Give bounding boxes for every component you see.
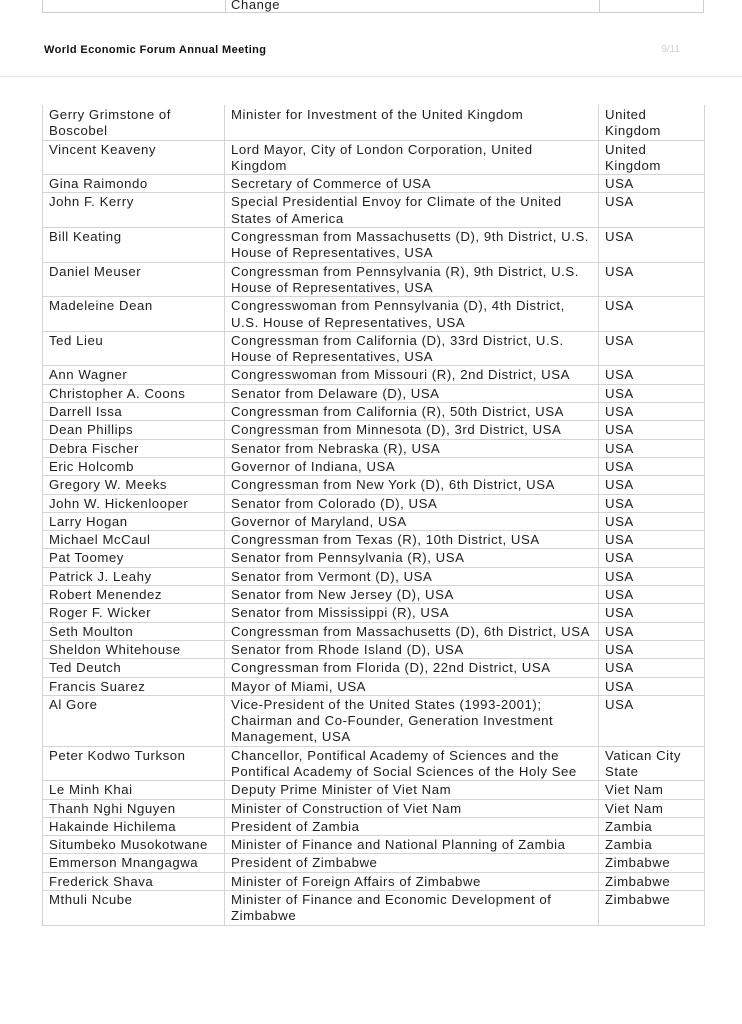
table-row	[43, 512, 705, 530]
participant-name-cell: Frederick Shava	[43, 872, 225, 890]
participant-name-cell: Gregory W. Meeks	[43, 476, 225, 494]
column-divider	[599, 0, 600, 12]
participant-title-cell: Secretary of Commerce of USA	[225, 175, 599, 193]
table-row	[43, 746, 705, 781]
participant-country-cell: USA	[599, 193, 705, 228]
participant-name-cell: Madeleine Dean	[43, 297, 225, 332]
participant-country-cell: USA	[599, 175, 705, 193]
table-row	[43, 531, 705, 549]
participant-title-cell: Vice-President of the United States (1993-2001); Chairman and Co-Founder, Generation Investment Management, USA	[225, 695, 599, 746]
participant-title-cell: Congressman from Minnesota (D), 3rd District, USA	[225, 421, 599, 439]
participant-title-cell: Chancellor, Pontifical Academy of Sciences and the Pontifical Academy of Social Sciences of the Holy See	[225, 746, 599, 781]
participant-title-cell: Senator from Colorado (D), USA	[225, 494, 599, 512]
table-row	[43, 836, 705, 854]
participant-name-cell: Eric Holcomb	[43, 457, 225, 475]
participant-name-cell: Seth Moulton	[43, 622, 225, 640]
participant-title-cell: Minister of Finance and Economic Development of Zimbabwe	[225, 891, 599, 926]
table-row	[43, 140, 705, 175]
table-row	[43, 549, 705, 567]
participants-table-container	[42, 105, 704, 926]
participant-title-cell: Senator from Rhode Island (D), USA	[225, 640, 599, 658]
participant-name-cell: Thanh Nghi Nguyen	[43, 799, 225, 817]
table-row	[43, 331, 705, 366]
table-row	[43, 622, 705, 640]
participant-name-cell: Gerry Grimstone of Boscobel	[43, 105, 225, 140]
participant-name-cell: Mthuli Ncube	[43, 891, 225, 926]
participant-title-cell: Congressman from Massachusetts (D), 9th District, U.S. House of Representatives, USA	[225, 228, 599, 263]
participant-country-cell: USA	[599, 567, 705, 585]
participant-country-cell: Zambia	[599, 836, 705, 854]
participant-name-cell: John F. Kerry	[43, 193, 225, 228]
participant-name-cell: Dean Phillips	[43, 421, 225, 439]
table-row	[43, 175, 705, 193]
participant-title-cell: Congressman from Pennsylvania (R), 9th District, U.S. House of Representatives, USA	[225, 262, 599, 297]
participant-country-cell: United Kingdom	[599, 105, 705, 140]
table-row	[43, 872, 705, 890]
participant-name-cell: Patrick J. Leahy	[43, 567, 225, 585]
participant-name-cell: Francis Suarez	[43, 677, 225, 695]
table-row	[43, 476, 705, 494]
participant-name-cell: Sheldon Whitehouse	[43, 640, 225, 658]
participant-title-cell: Congressman from New York (D), 6th District, USA	[225, 476, 599, 494]
participant-name-cell: Darrell Issa	[43, 403, 225, 421]
participant-title-cell: Congressman from California (R), 50th District, USA	[225, 403, 599, 421]
participant-country-cell: USA	[599, 403, 705, 421]
document-title: World Economic Forum Annual Meeting	[44, 44, 267, 56]
participant-name-cell: Emmerson Mnangagwa	[43, 854, 225, 872]
participant-title-cell: Senator from Mississippi (R), USA	[225, 604, 599, 622]
participant-title-cell: Congresswoman from Missouri (R), 2nd District, USA	[225, 366, 599, 384]
participant-country-cell: Zambia	[599, 817, 705, 835]
participant-country-cell: USA	[599, 297, 705, 332]
participant-name-cell: Bill Keating	[43, 228, 225, 263]
participant-country-cell: USA	[599, 695, 705, 746]
participant-name-cell: Ted Lieu	[43, 331, 225, 366]
participant-country-cell: USA	[599, 512, 705, 530]
participant-country-cell: USA	[599, 604, 705, 622]
table-row	[43, 854, 705, 872]
participant-title-cell: Minister of Finance and National Planning of Zambia	[225, 836, 599, 854]
participant-title-cell: Senator from Delaware (D), USA	[225, 384, 599, 402]
participant-title-cell: Congresswoman from Pennsylvania (D), 4th District, U.S. House of Representatives, USA	[225, 297, 599, 332]
participant-country-cell: USA	[599, 586, 705, 604]
table-row	[43, 228, 705, 263]
participant-name-cell: Robert Menendez	[43, 586, 225, 604]
table-row	[43, 105, 705, 140]
table-row	[43, 604, 705, 622]
participant-title-cell: Congressman from Florida (D), 22nd District, USA	[225, 659, 599, 677]
participants-table	[42, 105, 705, 926]
participant-country-cell: USA	[599, 421, 705, 439]
table-row	[43, 457, 705, 475]
participant-name-cell: Gina Raimondo	[43, 175, 225, 193]
participant-title-cell: Lord Mayor, City of London Corporation, United Kingdom	[225, 140, 599, 175]
table-row	[43, 494, 705, 512]
participant-country-cell: Zimbabwe	[599, 872, 705, 890]
table-row	[43, 297, 705, 332]
participant-country-cell: Viet Nam	[599, 799, 705, 817]
participant-country-cell: USA	[599, 549, 705, 567]
participant-name-cell: Ann Wagner	[43, 366, 225, 384]
participant-country-cell: Zimbabwe	[599, 854, 705, 872]
participant-name-cell: Vincent Keaveny	[43, 140, 225, 175]
participant-title-cell: Congressman from California (D), 33rd District, U.S. House of Representatives, USA	[225, 331, 599, 366]
participant-country-cell: USA	[599, 677, 705, 695]
participant-title-cell: President of Zimbabwe	[225, 854, 599, 872]
participant-country-cell: USA	[599, 531, 705, 549]
table-row	[43, 891, 705, 926]
participant-name-cell: Hakainde Hichilema	[43, 817, 225, 835]
table-row	[43, 586, 705, 604]
page-number: 9/11	[661, 44, 680, 55]
table-row	[43, 781, 705, 799]
participant-country-cell: USA	[599, 366, 705, 384]
participant-country-cell: USA	[599, 262, 705, 297]
participant-country-cell: Vatican City State	[599, 746, 705, 781]
participant-country-cell: USA	[599, 622, 705, 640]
participant-name-cell: Al Gore	[43, 695, 225, 746]
participant-title-cell: Senator from New Jersey (D), USA	[225, 586, 599, 604]
participant-name-cell: Le Minh Khai	[43, 781, 225, 799]
participant-title-cell: Deputy Prime Minister of Viet Nam	[225, 781, 599, 799]
table-row	[43, 567, 705, 585]
participant-name-cell: Situmbeko Musokotwane	[43, 836, 225, 854]
participant-title-cell: Congressman from Texas (R), 10th District, USA	[225, 531, 599, 549]
participant-name-cell: Daniel Meuser	[43, 262, 225, 297]
participant-country-cell: USA	[599, 659, 705, 677]
previous-page-fragment	[0, 0, 742, 14]
participant-name-cell: John W. Hickenlooper	[43, 494, 225, 512]
participant-name-cell: Roger F. Wicker	[43, 604, 225, 622]
table-row	[43, 366, 705, 384]
previous-cell-text: Change	[231, 0, 281, 12]
column-divider	[225, 0, 226, 12]
participant-title-cell: Minister of Foreign Affairs of Zimbabwe	[225, 872, 599, 890]
participant-country-cell: USA	[599, 640, 705, 658]
participant-title-cell: Special Presidential Envoy for Climate of the United States of America	[225, 193, 599, 228]
participant-country-cell: USA	[599, 384, 705, 402]
participant-title-cell: Senator from Vermont (D), USA	[225, 567, 599, 585]
participant-country-cell: USA	[599, 457, 705, 475]
participant-name-cell: Pat Toomey	[43, 549, 225, 567]
table-row	[43, 193, 705, 228]
table-row	[43, 439, 705, 457]
participant-country-cell: USA	[599, 439, 705, 457]
table-row	[43, 262, 705, 297]
previous-table-bottom	[42, 0, 704, 13]
table-row	[43, 403, 705, 421]
participant-title-cell: Congressman from Massachusetts (D), 6th District, USA	[225, 622, 599, 640]
participant-name-cell: Peter Kodwo Turkson	[43, 746, 225, 781]
participant-title-cell: Governor of Maryland, USA	[225, 512, 599, 530]
page-header	[0, 38, 742, 64]
participant-country-cell: Zimbabwe	[599, 891, 705, 926]
participant-title-cell: Minister for Investment of the United Kingdom	[225, 105, 599, 140]
participant-title-cell: Senator from Nebraska (R), USA	[225, 439, 599, 457]
page-divider	[0, 76, 742, 77]
table-row	[43, 695, 705, 746]
participant-name-cell: Debra Fischer	[43, 439, 225, 457]
participant-country-cell: United Kingdom	[599, 140, 705, 175]
participant-name-cell: Ted Deutch	[43, 659, 225, 677]
table-row	[43, 421, 705, 439]
participant-name-cell: Michael McCaul	[43, 531, 225, 549]
participant-country-cell: USA	[599, 228, 705, 263]
table-row	[43, 640, 705, 658]
participant-name-cell: Christopher A. Coons	[43, 384, 225, 402]
participant-title-cell: Governor of Indiana, USA	[225, 457, 599, 475]
participant-country-cell: USA	[599, 331, 705, 366]
table-row	[43, 384, 705, 402]
participant-country-cell: USA	[599, 494, 705, 512]
participant-country-cell: Viet Nam	[599, 781, 705, 799]
table-row	[43, 799, 705, 817]
table-row	[43, 659, 705, 677]
participant-title-cell: Minister of Construction of Viet Nam	[225, 799, 599, 817]
table-row	[43, 677, 705, 695]
participant-title-cell: Mayor of Miami, USA	[225, 677, 599, 695]
participant-title-cell: President of Zambia	[225, 817, 599, 835]
table-row	[43, 817, 705, 835]
participant-country-cell: USA	[599, 476, 705, 494]
participant-name-cell: Larry Hogan	[43, 512, 225, 530]
participant-title-cell: Senator from Pennsylvania (R), USA	[225, 549, 599, 567]
